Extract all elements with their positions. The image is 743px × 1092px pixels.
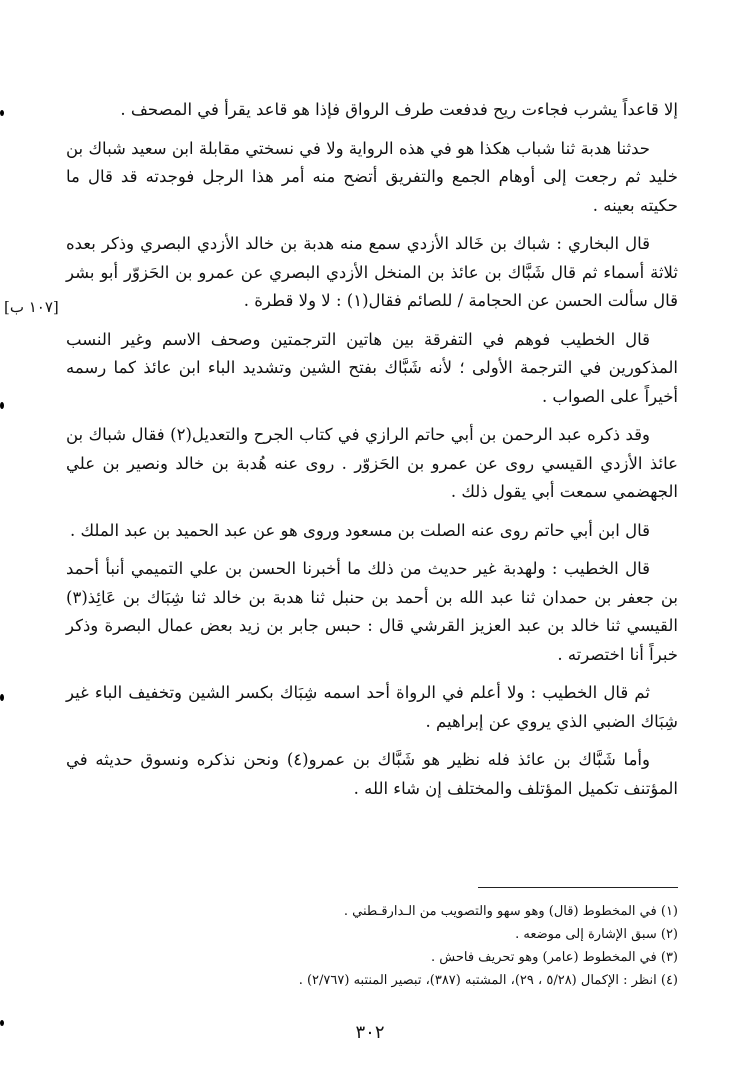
- page-number: ٣٠٢: [355, 1022, 385, 1043]
- paragraph-8: ثم قال الخطيب : ولا أعلم في الرواة أحد اسمه شِبَاك بكسر الشين وتخفيف الباء غير شِبَاك الضبي الذي يروي عن إبراهيم .: [66, 683, 678, 731]
- footnote-2: (٢) سبق الإشارة إلى موضعه .: [515, 927, 678, 942]
- main-text: [66, 96, 678, 813]
- scan-edge-mark: [0, 694, 4, 701]
- footnote-4: (٤) انظر : الإكمال (٥/٢٨ ، ٢٩)، المشتبه (٣٨٧)، تبصير المنتبه (٢/٧٦٧) .: [298, 973, 678, 988]
- paragraph-9: وأما شَبَّاك بن عائذ فله نظير هو شَبَّاك بن عمرو(٤) ونحن نذكره ونسوق حديثه في المؤتنف تكميل المؤتلف والمختلف إن شاء الله .: [66, 750, 678, 798]
- paragraph-6: قال ابن أبي حاتم روى عنه الصلت بن مسعود وروى هو عن عبد الحميد بن عبد الملك .: [70, 520, 650, 540]
- paragraph-4: قال الخطيب فوهم في التفرقة بين هاتين الترجمتين وصحف الاسم وغير النسب المذكورين في الترجمة الأولى ؛ لأنه شَبَّاك بفتح الشين وتشديد الباء ابن عائذ كما رسمه أخيراً على الصواب .: [66, 329, 678, 406]
- footnote-separator: [478, 887, 678, 888]
- scan-edge-mark: [0, 1020, 4, 1026]
- paragraph-2: حدثنا هدبة ثنا شباب هكذا هو في هذه الرواية ولا في نسختي مقابلة ابن سعيد شباك بن خليد ثم رجعت إلى أوهام الجمع والتفريق أتضح منه أمر هذا الرجل فوجدته قد قال ما حكيته بعينه .: [66, 138, 678, 215]
- scan-edge-mark: [0, 110, 4, 116]
- paragraph-5: وقد ذكره عبد الرحمن بن أبي حاتم الرازي في كتاب الجرح والتعديل(٢) فقال شباك بن عائذ الأزدي القيسي روى عن عمرو بن الحَزوّر . روى عنه هُدبة بن خالد ونصير بن علي الجهضمي سمعت أبي يقول ذلك .: [66, 425, 678, 501]
- footnotes: [150, 900, 678, 992]
- footnote-1: (١) في المخطوط (قال) وهو سهو والتصويب من الـدارقـطني .: [343, 904, 678, 919]
- footnote-3: (٣) في المخطوط (عامر) وهو تحريف فاحش .: [430, 950, 678, 965]
- paragraph-1: إلا قاعداً يشرب فجاءت ريح فدفعت طرف الرواق فإذا هو قاعد يقرأ في المصحف .: [120, 100, 678, 119]
- paragraph-3: قال البخاري : شباك بن خَالد الأزدي سمع منه هدبة بن خالد الأزدي البصري وذكر بعده ثلاثة أسماء ثم قال شَبَّاك بن عائذ بن المنخل الأزدي البصري عن عمرو بن الحَزوّر أبو بشر قال سألت الحسن عن الحجامة / للصائم فقال(١) : لا ولا قطرة .: [66, 234, 678, 310]
- paragraph-7: قال الخطيب : ولهدبة غير حديث من ذلك ما أخبرنا الحسن بن علي التميمي أنبأ أحمد بن جعفر بن حمدان ثنا عبد الله بن أحمد بن حنبل ثنا هدبة بن خالد ثنا شِبَاك بن عَائِذ(٣) القيسي ثنا خالد بن عبد العزيز القرشي قال : حبس جابر بن زيد بعض عمال البصرة وذكر خبراً أنا اختصرته .: [66, 559, 678, 664]
- manuscript-folio-marker: [١٠٧ ب]: [4, 298, 59, 316]
- scan-edge-mark: [0, 402, 4, 409]
